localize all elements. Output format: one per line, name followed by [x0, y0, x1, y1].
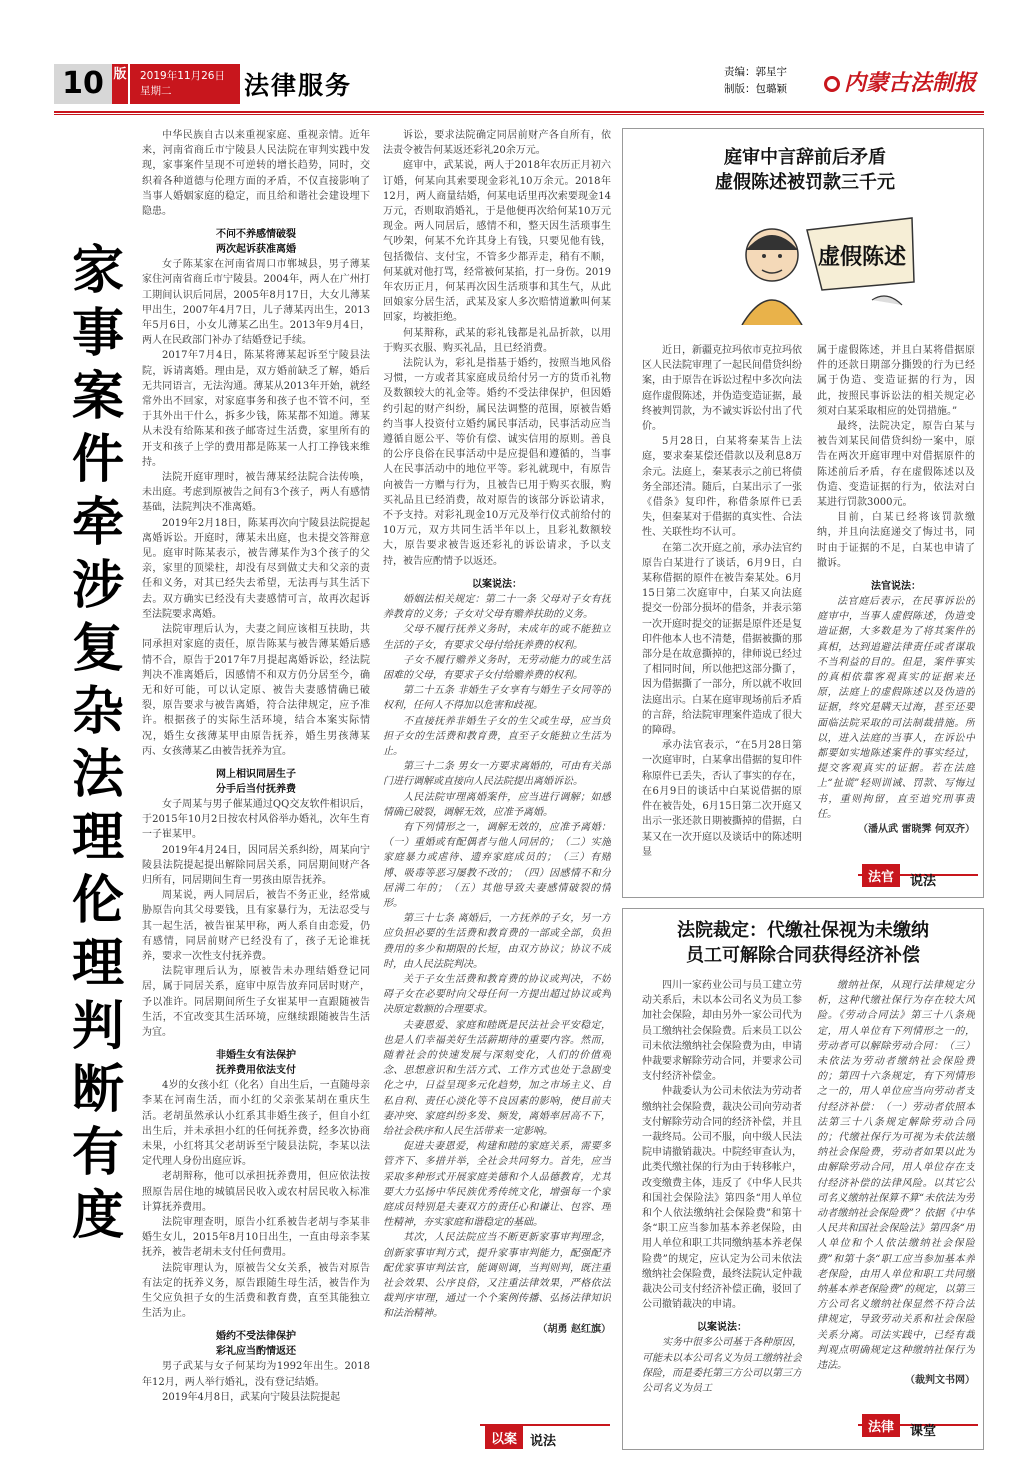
byline: （胡勇 赵红旗） [537, 1323, 611, 1335]
article2-badge: 法官 [862, 864, 900, 887]
article2-badge-suffix: 说法 [910, 874, 937, 889]
law-paragraph: 父母不履行抚养义务时，未成年的或不能独立生活的子女，有要求父母付给抚养费的权利。 [383, 624, 611, 651]
paragraph: 属于虚假陈述，并且白某将借据原件的还款日期部分撕毁的行为已经属于伪造、变造证据的行为，因此，按照民事诉讼法的相关规定必须对白某采取相应的处罚措施。” [817, 345, 975, 417]
law-paragraph: 不直接抚养非婚生子女的生父或生母，应当负担子女的生活费和教育费，直至子女能独立生活为止。 [383, 715, 611, 757]
title-char: 度 [71, 1186, 124, 1246]
law-paragraph: 人民法院审理离婚案件，应当进行调解；如感情确已破裂，调解无效，应准予离婚。 [383, 791, 611, 818]
title-char: 法 [71, 745, 124, 805]
paragraph: 2019年4月24日，因同居关系纠纷，周某向宁陵县法院提起提出解除同居关系，同居期间财产各归所有，同居期间生育一男孩由原告抚养。 [142, 844, 370, 886]
cartoon-illustration [712, 200, 922, 325]
illustration-caption: 虚假陈述 [817, 245, 907, 270]
header-rule [54, 111, 984, 113]
producer-name: 制版：包璐颖 [724, 83, 787, 95]
title-char: 案 [71, 367, 124, 427]
section-title: 法律服务 [244, 71, 353, 100]
paragraph: 5月28日，白某将秦某告上法庭，要求秦某偿还借款以及利息8万余元。法庭上，秦某表示之前已将债务全部还清。随后，白某出示了一张《借条》复印件，称借条原件已丢失，但秦某对于借据的真实性、合法性、关联性均不认可。 [642, 436, 802, 539]
paragraph: 女子周某与男子催某通过QQ交友软件相识后，于2015年10月2日按农村风俗举办婚礼，次年生育一子崔某甲。 [142, 798, 370, 841]
subheading: 不问不养感情破裂 [216, 229, 296, 241]
masthead-logo-icon [824, 76, 840, 92]
masthead [824, 66, 976, 97]
subheading: 网上相识同居生子 [216, 768, 296, 780]
title-char: 断 [71, 1060, 124, 1120]
law-paragraph: 第二十五条 非婚生子女享有与婚生子女同等的权利，任何人不得加以危害和歧视。 [383, 685, 611, 712]
paragraph: 2017年7月4日，陈某将薄某起诉至宁陵县法院，诉请离婚。理由是，双方婚前缺乏了解，婚后无共同语言，无法沟通。薄某从2013年开始，就经常外出不回家，对家庭事务和孩子也不管不问，至于其外出干什么，拆多少钱，陈某都不知道。薄某从未没有给陈某和孩子邮寄过生活费，家里所有的开支和孩子上学的费用都是陈某一人打工挣钱来维持。 [142, 350, 370, 468]
paragraph: 诉讼，要求法院确定同居前财产各自所有，依法责令被告何某返还彩礼20余万元。 [383, 130, 611, 157]
subheading: 两次起诉获准离婚 [216, 244, 296, 256]
law-paragraph: 其次，人民法院应当不断更新家事审判理念，创新家事审判方式，提升家事审判能力，配强配齐配优家事审判法官，能调则调，当判则判，既注重社会效果、公序良俗，又注重法律效果，严格依法裁判序审理，通过一个个案例传播、弘扬法律知识和法治精神。 [383, 1232, 611, 1320]
paragraph: 四川一家药业公司与员工建立劳动关系后，未以本公司名义为员工参加社会保险，却由另外一家公司代为员工缴纳社会保险费。后来员工以公司未依法缴纳社会保险费为由，申请仲裁要求解除劳动合同，并要求公司支付经济补偿金。 [642, 980, 802, 1083]
paragraph: 在第二次开庭之前，承办法官约原告白某进行了谈话，6月9日，白某称借据的原件在被告秦某处。6月15日第二次庭审中，白某又向法庭提交一份部分损坏的借条，并表示第一次开庭时提交的证据是原件还是复印件他本人也不清楚，借据被撕的那部分是在故意撕掉的，律师说已经过了相同时间，所以他把这部分撕了，因为借据撕了一部分，所以就不收回法庭出示。白某在庭审现场前后矛盾的言辞，给法院审理案件造成了很大的障碍。 [642, 542, 802, 737]
paragraph: 仲裁委认为公司未依法为劳动者缴纳社会保险费，裁决公司向劳动者支付解除劳动合同的经济补偿，并且一裁终局。公司不服，向中级人民法院申请撤销裁决。中院经审查认为，此类代缴社保的行为由于转移帐户，改变缴费主体，违反了《中华人民共和国社会保险法》第四条“用人单位和个人依法缴纳社会保险费”和第十条“职工应当参加基本养老保险，由用人单位和职工共同缴纳基本养老保险费”的规定，应认定为公司未依法缴纳社会保险费，最终法院认定仲裁裁决公司支付经济补偿正确，驳回了公司撤销裁决的申请。 [642, 1086, 802, 1311]
subheading: 以案说法： [697, 1322, 747, 1334]
issue-date: 2019年11月26日 [140, 70, 225, 82]
paragraph: 男子武某与女子何某均为1992年出生。2018年12月，两人举行婚礼，没有登记结婚。 [142, 1361, 370, 1388]
ban-label: 版 [112, 64, 128, 104]
article2-col1 [642, 343, 802, 868]
article3-col1 [642, 978, 802, 1423]
subheading: 以案说法： [472, 578, 522, 590]
paragraph: 最终，法院决定，原告白某与被告刘某民间借贷纠纷一案中，原告在两次开庭审理中对借据原件的陈述前后矛盾，存在虚假陈述以及伪造、变造证据的行为，依法对白某进行罚款3000元。 [817, 421, 975, 509]
main-badge-suffix: 说法 [530, 1434, 557, 1449]
law-paragraph: 夫妻恩爱、家庭和睦既是民法社会平安稳定，也是人们幸福美好生活薪期待的重要内容。然而，随着社会的快速发展与深刻变化，人们的价值观念、思想意识和生活方式、工作方式也处于急剧变化之中，日益呈现多元化趋势，加之市场主义、自私自利、责任心淡化等不良因素的影响，使目前夫妻冲突、家庭纠纷多发、频发，离婚率居高不下，给社会秩序和人民生活带来一定影响。 [383, 1019, 611, 1137]
law-paragraph: 有下列情形之一，调解无效的，应准予离婚：（一）重婚或有配偶者与他人同居的；（二）实施家庭暴力或虐待、遗弃家庭成员的；（三）有赌博、吸毒等恶习屡教不改的；（四）因感情不和分居满二年的；（五）其他导致夫妻感情破裂的情形。 [383, 821, 611, 909]
law-paragraph: 法官庭后表示，在民事诉讼的庭审中，当事人虚假陈述，伪造变造证据，大多数是为了将其案件的真相，达到追避法律责任或者谋取不当利益的目的。但是，案件事实的真相依靠客观真实的证据来还原，法庭上的虚假陈述以及伪造的证据，终究是瞒天过海，甚至还要面临法院采取的司法制裁措施。所以，进入法庭的当事人，在诉讼中都要如实地陈述案件的事实经过，提交客观真实的证据。若在法庭上“扯谎”轻则训诫、罚款、写悔过书，重则拘留，直至追究刑事责任。 [817, 596, 975, 820]
paragraph: 法院审理认为，原被告父女关系，被告对原告有法定的抚养义务，原告跟随生母生活，被告作为生父应负担子女的生活费和教育费，直至其能独立生活为止。 [142, 1262, 370, 1320]
article2-title-line1: 庭审中言辞前后矛盾 [724, 147, 886, 168]
law-paragraph: 缴纳社保，从现行法律规定分析，这种代缴社保行为存在较大风险。《劳动合同法》第三十八条规定，用人单位有下列情形之一的，劳动者可以解除劳动合同：（三）未依法为劳动者缴纳社会保险费的；第四十六条规定，有下列情形之一的，用人单位应当向劳动者支付经济补偿：（一）劳动者依照本法第三十八条规定解除劳动合同的；代缴社保行为可视为未依法缴纳社会保险费，劳动者如果以此为由解除劳动合同，用人单位存在支付经济补偿的法律风险。以其它公司名义缴纳社保算不算“未依法为劳动者缴纳社会保险费”？依据《中华人民共和国社会保险法》第四条“用人单位和个人依法缴纳社会保险费”和第十条“职工应当参加基本养老保险，由用人单位和职工共同缴纳基本养老保险费”的规定，以第三方公司名义缴纳社保显然不符合法律规定，导致劳动关系和社会保险关系分离。司法实践中，已经有裁判观点明确规定这种缴纳社保行为违法。 [817, 980, 975, 1372]
article2-title-line2: 虚假陈述被罚款三千元 [715, 172, 895, 193]
paragraph: 周某说，两人同居后，被告不务正业，经常威胁原告向其父母要钱，且有家暴行为，无法忍受与其一起生活，被告崔某甲称，两人系自由恋爱，仍有感情，同居前财产已经没有了，孩子无论谁抚养，要求一次性支付抚养费。 [142, 890, 370, 962]
paragraph: 老胡辩称，他可以承担抚养费用，但应依法按照原告居住地的城镇居民收入或农村居民收入标准计算抚养费用。 [142, 1171, 370, 1213]
byline: （裁判文书网） [905, 1375, 975, 1387]
paragraph: 2019年2月18日，陈某再次向宁陵县法院提起离婚诉讼。开庭时，薄某未出庭，也未提交答辩意见。庭审时陈某表示，被告薄某作为3个孩子的父亲，家里的顶梁柱，却没有尽到做丈夫和父亲的责任和义务，对其已经失去希望，无法再与其生活下去。双方确实已经没有夫妻感情可言，故再次起诉至法院要求离婚。 [142, 517, 370, 620]
paragraph: 法院审理后认为，夫妻之间应该相互扶助，共同承担对家庭的责任，原告陈某与被告薄某婚后感情不合，原告于2017年7月提起离婚诉讼，经法院判决不准离婚后，因感情不和双方仍分居至今，确无和好可能，可以认定原、被告夫妻感情确已破裂，原告要求与被告离婚，符合法律规定，应予准许。根据孩子的实际生活环境，结合本案实际情况，婚生女孩薄某甲由原告抚养，婚生男孩薄某丙、女孩薄某乙由被告抚养为宜。 [142, 624, 370, 757]
title-char: 件 [71, 430, 124, 490]
issue-weekday: 星期二 [140, 85, 172, 97]
paragraph: 法院审理查明，原告小红系被告老胡与李某非婚生女儿，2015年8月10日出生，一直由母亲李某抚养，被告老胡未支付任何费用。 [142, 1217, 370, 1259]
title-char: 伦 [71, 871, 124, 931]
law-paragraph: 婚姻法相关规定：第二十一条 父母对子女有抚养教育的义务；子女对父母有赡养扶助的义务。 [383, 593, 611, 621]
article2-title [640, 145, 970, 195]
law-paragraph: 第三十七条 离婚后，一方抚养的子女，另一方应负担必要的生活费和教育费的一部或全部，负担费用的多少和期限的长短，由双方协议；协议不成时，由人民法院判决。 [383, 913, 611, 970]
title-char: 事 [71, 304, 124, 364]
date-box [130, 64, 240, 104]
header-rule-thin [54, 114, 984, 115]
title-char: 家 [71, 241, 124, 301]
paragraph: 目前，白某已经将该罚款缴纳，并且向法庭递交了悔过书，同时由于证据的不足，白某也申请了撤诉。 [817, 512, 975, 569]
article3-badge: 法律 [862, 1414, 900, 1437]
paragraph: 庭审中，武某说，两人于2018年农历正月初六订婚，何某向其索要现金彩礼10万余元。2018年12月，两人商量结婚，何某电话里再次索要现金14万元，否则取消婚礼，于是他便再次给何某10万元现金。两人同居后，感情不和，整天因生活琐事生气吵架，何某不允许其身上有钱，只要见他有钱，包括微信、支付宝，不管多少都弄走，稍有不顺，何某就对他打骂，经常被何某掐，打一身伤。2019年农历正月，何某再次因生活琐事和其生气，从此回娘家分居生活，武某及家人多次赔情道歉叫何某回家，均被拒绝。 [383, 160, 611, 324]
paragraph: 中华民族自古以来重视家庭、重视亲情。近年来，河南省商丘市宁陵县人民法院在审判实践中发现，家事案件呈现不可逆转的增长趋势，同时，交织着各种道德与伦理方面的矛盾，不仅直接影响了当事人婚姻家庭的稳定，而且给和谐社会建设埋下隐患。 [142, 130, 370, 218]
paragraph: 法院开庭审理时，被告薄某经法院合法传唤，未出庭。考虑到原被告之间有3个孩子，两人有感情基础，法院判决不准离婚。 [142, 472, 370, 514]
editors [724, 64, 787, 98]
law-paragraph: 促进夫妻恩爱，构建和睦的家庭关系，需要多管齐下、多措并举，全社会共同努力。首先，应当采取多种形式开展家庭美德和个人品德教育，尤其要大力弘扬中华民族优秀传统文化，增强每一个家庭成员特别是夫妻双方的责任心和谦让、包容、理性精神，夯实家庭和谐稳定的基础。 [383, 1141, 611, 1229]
paragraph: 法院审理后认为，原被告未办理结婚登记同居，属于同居关系，庭审中原告放弃同居时财产，予以准许。同居期间所生子女崔某甲一直跟随被告生活，不宜改变其生活环境，应继续跟随被告生活为宜。 [142, 966, 370, 1038]
law-paragraph: 实务中很多公司基于各种原因，可能未以本公司名义为员工缴纳社会保险，而是委托第三方公司以第三方公司名义为员工 [642, 1337, 802, 1395]
article2-col2 [817, 343, 975, 868]
paragraph: 何某辩称，武某的彩礼钱都是礼品折款，以用于购买衣服、购买礼品，且已经消费。 [383, 327, 611, 354]
article3-title-line2: 员工可解除合同获得经济补偿 [686, 945, 920, 966]
article3-title-line1: 法院裁定：代缴社保视为未缴纳 [677, 920, 929, 941]
editor-name: 责编：郭星宇 [724, 66, 787, 78]
page-header [54, 64, 984, 110]
subheading: 非婚生女有法保护 [216, 1050, 296, 1062]
title-char: 涉 [71, 556, 124, 616]
subheading: 分手后当付抚养费 [216, 783, 296, 795]
law-paragraph: 第三十二条 男女一方要求离婚的，可由有关部门进行调解或直接向人民法院提出离婚诉讼。 [383, 761, 611, 788]
article3-col2 [817, 978, 975, 1388]
title-char: 有 [71, 1123, 124, 1183]
law-paragraph: 关于子女生活费和教育费的协议或判决，不妨碍子女在必要时向父母任何一方提出超过协议或判决原定数额的合理要求。 [383, 973, 611, 1016]
article3-badge-suffix: 课堂 [910, 1424, 937, 1439]
byline: （潘从武 雷晓霁 何双齐） [858, 824, 975, 836]
paragraph: 2019年4月8日，武某向宁陵县法院提起 [162, 1391, 341, 1403]
paragraph: 近日，新疆克拉玛依市克拉玛依区人民法院审理了一起民间借贷纠纷案，由于原告在诉讼过程中多次向法庭作虚假陈述，并伪造变造证据，最终被判罚款，为不诚实诉讼付出了代价。 [642, 345, 802, 433]
title-char: 理 [71, 808, 124, 868]
title-char: 牵 [71, 493, 124, 553]
subheading: 婚约不受法律保护 [216, 1331, 296, 1343]
page-number: 10 [54, 64, 112, 104]
subheading: 法官说法： [871, 581, 921, 593]
paragraph: 法院认为，彩礼是指基于婚约，按照当地风俗习惯，一方或者其家庭成员给付另一方的货币礼物及数额较大的礼金等。婚约不受法律保护，但因婚约引起的财产纠纷，属民法调整的范围，原被告婚约当事人投资付立婚约属民事活动，民事活动应当遵循自愿公平、等价有偿、诚实信用的原则。善良的公序良俗在民事活动中是应提倡和遵循的，当事人在民事活动中的地位平等。彩礼就现中，有原告向被告一方赠与行为，且被告已用于购买衣服，购买礼品且已经消费，故对原告的该部分诉讼请求，不予支持。对彩礼现金10万元及举行仪式前给付的10万元，双方共同生活半年以上，且彩礼数额较大，原告要求被告返还彩礼的诉讼请求，予以支持，被告应酌情予以返还。 [383, 358, 611, 567]
article3-title [636, 918, 970, 968]
paragraph: 承办法官表示，“在5月28日第一次庭审时，白某拿出借据的复印件称原件已丢失，否认了事实的存在，在6月9日的谈话中白某说借据的原件在被告处，6月15日第二次开庭又出示一张还款日期被撕掉的借据，白某又在一次开庭以及谈话中的陈述明显 [642, 740, 802, 858]
subheading: 抚养费用依法支付 [216, 1065, 296, 1077]
title-char: 杂 [71, 682, 124, 742]
main-article-col2 [383, 128, 611, 1410]
law-paragraph: 子女不履行赡养义务时，无劳动能力的或生活困难的父母，有要求子女付给赡养费的权利。 [383, 654, 611, 681]
main-badge: 以案 [485, 1426, 523, 1449]
title-char: 理 [71, 934, 124, 994]
title-char: 判 [71, 997, 124, 1057]
paragraph: 4岁的女孩小红（化名）自出生后，一直随母亲李某在河南生活，而小红的父亲张某胡在重庆生活。老胡虽然承认小红系其非婚生孩子，但自小红出生后，并未承担小红的任何抚养费，经多次协商未果，小红将其父老胡诉至宁陵县法院，李某以法定代理人身份出庭应诉。 [142, 1080, 370, 1168]
paragraph: 女子陈某家在河南省周口市郸城县，男子薄某家住河南省商丘市宁陵县。2004年，两人在广州打工期间认识后同居，2005年8月17日，大女儿薄某甲出生，2007年4月7日，儿子薄某丙出生，2013年5月6日，小女儿薄某乙出生。2013年9月4日，两人在民政部门补办了结婚登记手续。 [142, 259, 370, 347]
title-char: 复 [71, 619, 124, 679]
subheading: 彩礼应当酌情返还 [216, 1346, 296, 1358]
main-article-col1 [142, 128, 370, 1428]
main-article-title [58, 240, 138, 1248]
masthead-text: 内蒙古法制报 [844, 70, 977, 96]
